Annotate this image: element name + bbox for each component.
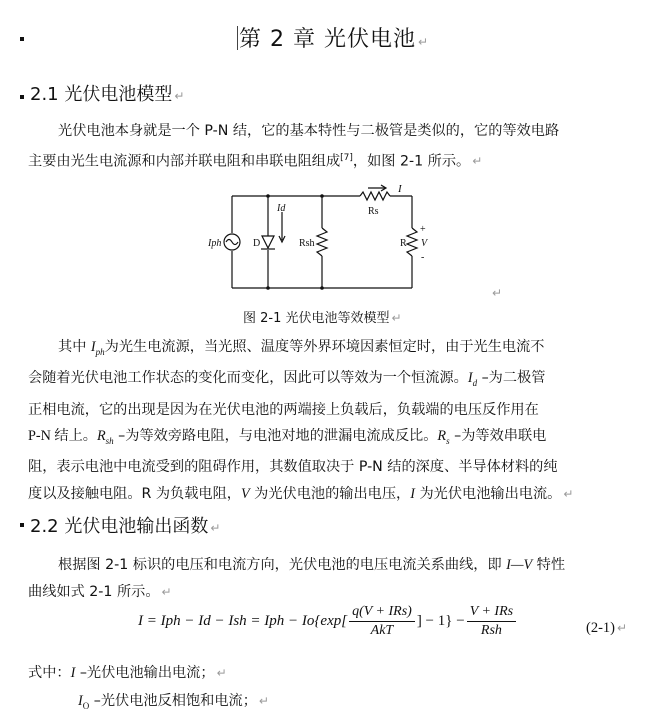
paragraph-model-intro[interactable]: [28, 118, 626, 175]
text-line: 为光伏电池的输出电压，: [249, 485, 411, 502]
rs-resistor-icon: [360, 192, 390, 200]
text-line: –为等效串联电: [449, 428, 547, 445]
text-line: 会随着光伏电池工作状态的变化而变化，因此可以等效为一个恒流源。: [28, 370, 468, 387]
fraction-denominator: AkT: [370, 623, 394, 638]
text-line: 为光伏电池输出电流。: [414, 485, 562, 502]
caption-text: 图 2-1 光伏电池等效模型: [243, 311, 390, 326]
text-line: 光伏电池本身就是一个 P-N 结，它的基本特性与二极管是类似的，它的等效电路: [58, 123, 560, 139]
id-symbol: I: [467, 370, 473, 387]
io-subscript: O: [82, 700, 90, 711]
diode-icon: [262, 236, 274, 248]
io-symbol: I: [78, 693, 83, 709]
text-line: P-N 结上。: [28, 428, 97, 445]
fraction-numerator: q(V + IRs): [349, 604, 415, 622]
paragraph-mark: ↵: [472, 154, 483, 169]
section-heading-2-1[interactable]: [30, 80, 184, 106]
text-cursor: [237, 26, 238, 50]
rs-subscript: s: [446, 435, 450, 446]
iv-symbol: I—V: [506, 557, 533, 573]
text-line: 度以及接触电阻。R 为负载电阻，: [28, 485, 241, 502]
paragraph-mark: ↵: [216, 666, 227, 680]
id-subscript: d: [472, 378, 478, 389]
section-heading-text: 2.2 光伏电池输出函数: [30, 516, 209, 537]
citation-ref[interactable]: [7]: [340, 152, 353, 163]
chapter-title[interactable]: [0, 22, 666, 53]
id-label: Id: [277, 203, 286, 214]
figure-caption[interactable]: [243, 307, 402, 326]
text-line: 曲线如式 2-1 所示。: [28, 583, 160, 600]
paragraph-mark: ↵: [210, 521, 221, 535]
iph-subscript: ph: [95, 346, 105, 357]
formula-middle: ] − 1} −: [416, 613, 465, 629]
rsh-subscript: sh: [105, 435, 114, 446]
bullet-mark: [20, 95, 24, 99]
section-heading-2-2[interactable]: [30, 512, 220, 538]
d-label: D: [253, 238, 261, 249]
paragraph-mark: ↵: [258, 694, 269, 708]
where-label: 式中：: [28, 665, 71, 681]
fraction-exponent: [349, 604, 415, 639]
text-line: –光伏电池输出电流；: [75, 665, 215, 681]
equation-number-text: (2-1): [586, 620, 615, 636]
paragraph-mark: ↵: [161, 584, 172, 599]
fraction-numerator: V + IRs: [467, 604, 516, 622]
rs-symbol: R: [437, 428, 447, 445]
text-line: –为等效旁路电阻，与电池对地的泄漏电流成反比。: [113, 428, 438, 445]
paragraph-mark: ↵: [492, 286, 503, 300]
i-symbol: I: [70, 665, 76, 681]
chapter-title-text: 第 2 章 光伏电池: [238, 27, 416, 52]
text-line: 根据图 2-1 标识的电压和电流方向，光伏电池的电压电流关系曲线，即: [58, 557, 507, 573]
r-label: R: [400, 238, 407, 249]
where-line-output-current[interactable]: [28, 662, 227, 682]
v-symbol: V: [241, 485, 250, 502]
equation-2-1[interactable]: [138, 604, 518, 639]
equivalent-circuit-figure[interactable]: [200, 178, 440, 298]
i-label: I: [398, 183, 402, 195]
paragraph-mark: ↵: [391, 311, 402, 325]
text-line: 正相电流，它的出现是因为在光伏电池的两端接上负载后，负载端的电压反作用在: [28, 401, 539, 418]
junction-dot: [266, 286, 270, 290]
formula-lhs: I = Iph − Id − Ish = Iph − Io{exp[: [138, 613, 348, 629]
minus-label: -: [421, 252, 425, 263]
text-line: 主要由光生电流源和内部并联电阻和串联电阻组成: [28, 153, 341, 170]
paragraph-model-explanation[interactable]: [28, 334, 626, 507]
junction-dot: [320, 194, 324, 198]
text-line: 特性: [532, 557, 566, 573]
junction-dot: [320, 286, 324, 290]
junction-dot: [266, 194, 270, 198]
i-symbol: I: [410, 485, 415, 502]
text-line: –光伏电池反相饱和电流；: [89, 693, 257, 709]
paragraph-output-function[interactable]: [28, 552, 626, 605]
load-resistor-icon: [407, 228, 417, 256]
text-line: 其中: [58, 339, 91, 355]
rsh-symbol: R: [96, 428, 106, 445]
paragraph-mark: ↵: [617, 621, 628, 635]
rsh-label: Rsh: [299, 238, 315, 249]
paragraph-mark: ↵: [417, 35, 430, 49]
text-line: 阻，表示电池中电流受到的阻碍作用，其数值取决于 P-N 结的深度、半导体材料的纯: [28, 459, 558, 476]
paragraph-mark: ↵: [174, 89, 185, 103]
text-line: –为二极管: [477, 370, 546, 387]
section-heading-text: 2.1 光伏电池模型: [30, 84, 173, 105]
rsh-resistor-icon: [317, 228, 327, 256]
bullet-mark: [20, 523, 24, 527]
iph-label: Iph: [208, 238, 222, 249]
where-line-saturation-current[interactable]: [78, 690, 269, 711]
fraction-denominator: Rsh: [480, 623, 502, 638]
text-line: ，如图 2-1 所示。: [352, 153, 471, 170]
v-label: V: [421, 238, 428, 249]
fraction-shunt: [467, 604, 516, 639]
iph-symbol: I: [90, 339, 96, 355]
plus-label: +: [420, 224, 426, 235]
equation-number: [586, 620, 627, 637]
ac-wave-icon: [226, 240, 238, 245]
rs-label: Rs: [368, 206, 379, 217]
text-line: 为光生电流源，当光照、温度等外界环境因素恒定时，由于光生电流不: [104, 339, 545, 355]
paragraph-mark: ↵: [563, 486, 574, 501]
